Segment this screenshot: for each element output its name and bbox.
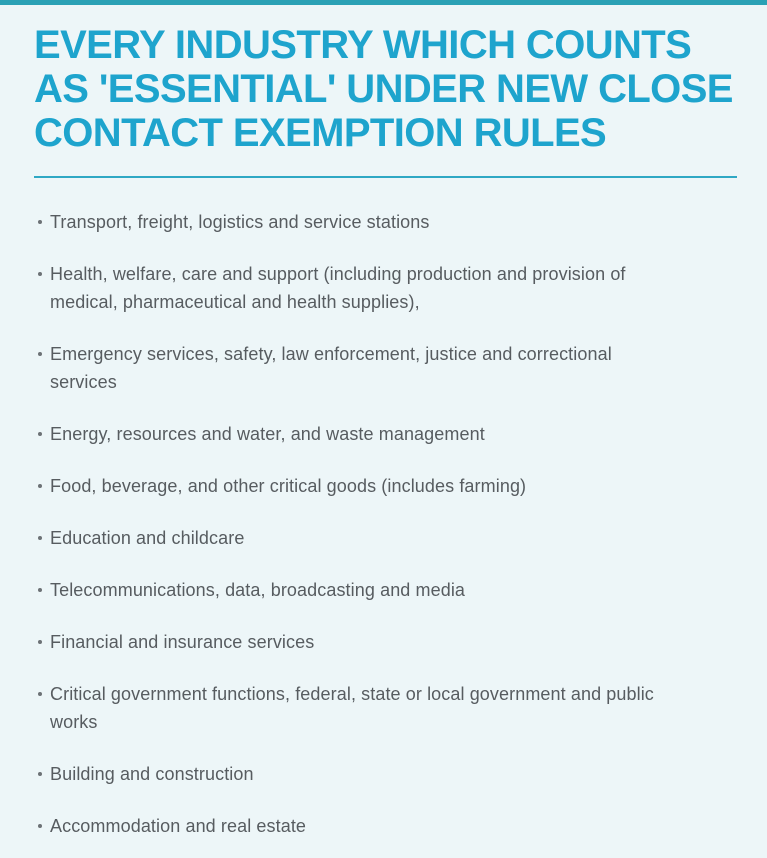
list-item-text: Critical government functions, federal, state or local government and public works — [50, 684, 654, 732]
list-item — [34, 628, 737, 656]
list-item — [34, 208, 737, 236]
list-item-text: Emergency services, safety, law enforcement, justice and correctional services — [50, 344, 612, 392]
list-item-text: Education and childcare — [50, 528, 245, 548]
list-item — [34, 340, 737, 396]
content-area — [0, 23, 767, 840]
bullet-icon — [38, 484, 42, 488]
top-accent-bar — [0, 0, 767, 5]
list-item — [34, 760, 737, 788]
headline-line: AS 'ESSENTIAL' UNDER NEW CLOSE — [34, 67, 733, 111]
headline-line: EVERY INDUSTRY WHICH COUNTS — [34, 23, 692, 67]
list-item-text: Food, beverage, and other critical goods (includes farming) — [50, 476, 527, 496]
list-item-text: Financial and insurance services — [50, 632, 315, 652]
list-item-text: Transport, freight, logistics and service stations — [50, 212, 430, 232]
list-item-text: Health, welfare, care and support (including production and provision of medical, pharmaceutical and health supplies), — [50, 264, 626, 312]
list-item-text: Telecommunications, data, broadcasting and media — [50, 580, 466, 600]
list-item — [34, 576, 737, 604]
list-item-text: Accommodation and real estate — [50, 816, 307, 836]
industry-list — [34, 208, 737, 840]
list-item — [34, 812, 737, 840]
bullet-icon — [38, 640, 42, 644]
bullet-icon — [38, 536, 42, 540]
headline — [34, 23, 737, 155]
headline-line: CONTACT EXEMPTION RULES — [34, 111, 607, 155]
bullet-icon — [38, 220, 42, 224]
list-item-text: Energy, resources and water, and waste management — [50, 424, 485, 444]
bullet-icon — [38, 352, 42, 356]
bullet-icon — [38, 588, 42, 592]
bullet-icon — [38, 692, 42, 696]
list-item — [34, 524, 737, 552]
header-divider — [34, 176, 737, 178]
list-item — [34, 420, 737, 448]
bullet-icon — [38, 824, 42, 828]
bullet-icon — [38, 272, 42, 276]
list-item-text: Building and construction — [50, 764, 254, 784]
list-item — [34, 472, 737, 500]
list-item — [34, 680, 737, 736]
bullet-icon — [38, 432, 42, 436]
bullet-icon — [38, 772, 42, 776]
list-item — [34, 260, 737, 316]
